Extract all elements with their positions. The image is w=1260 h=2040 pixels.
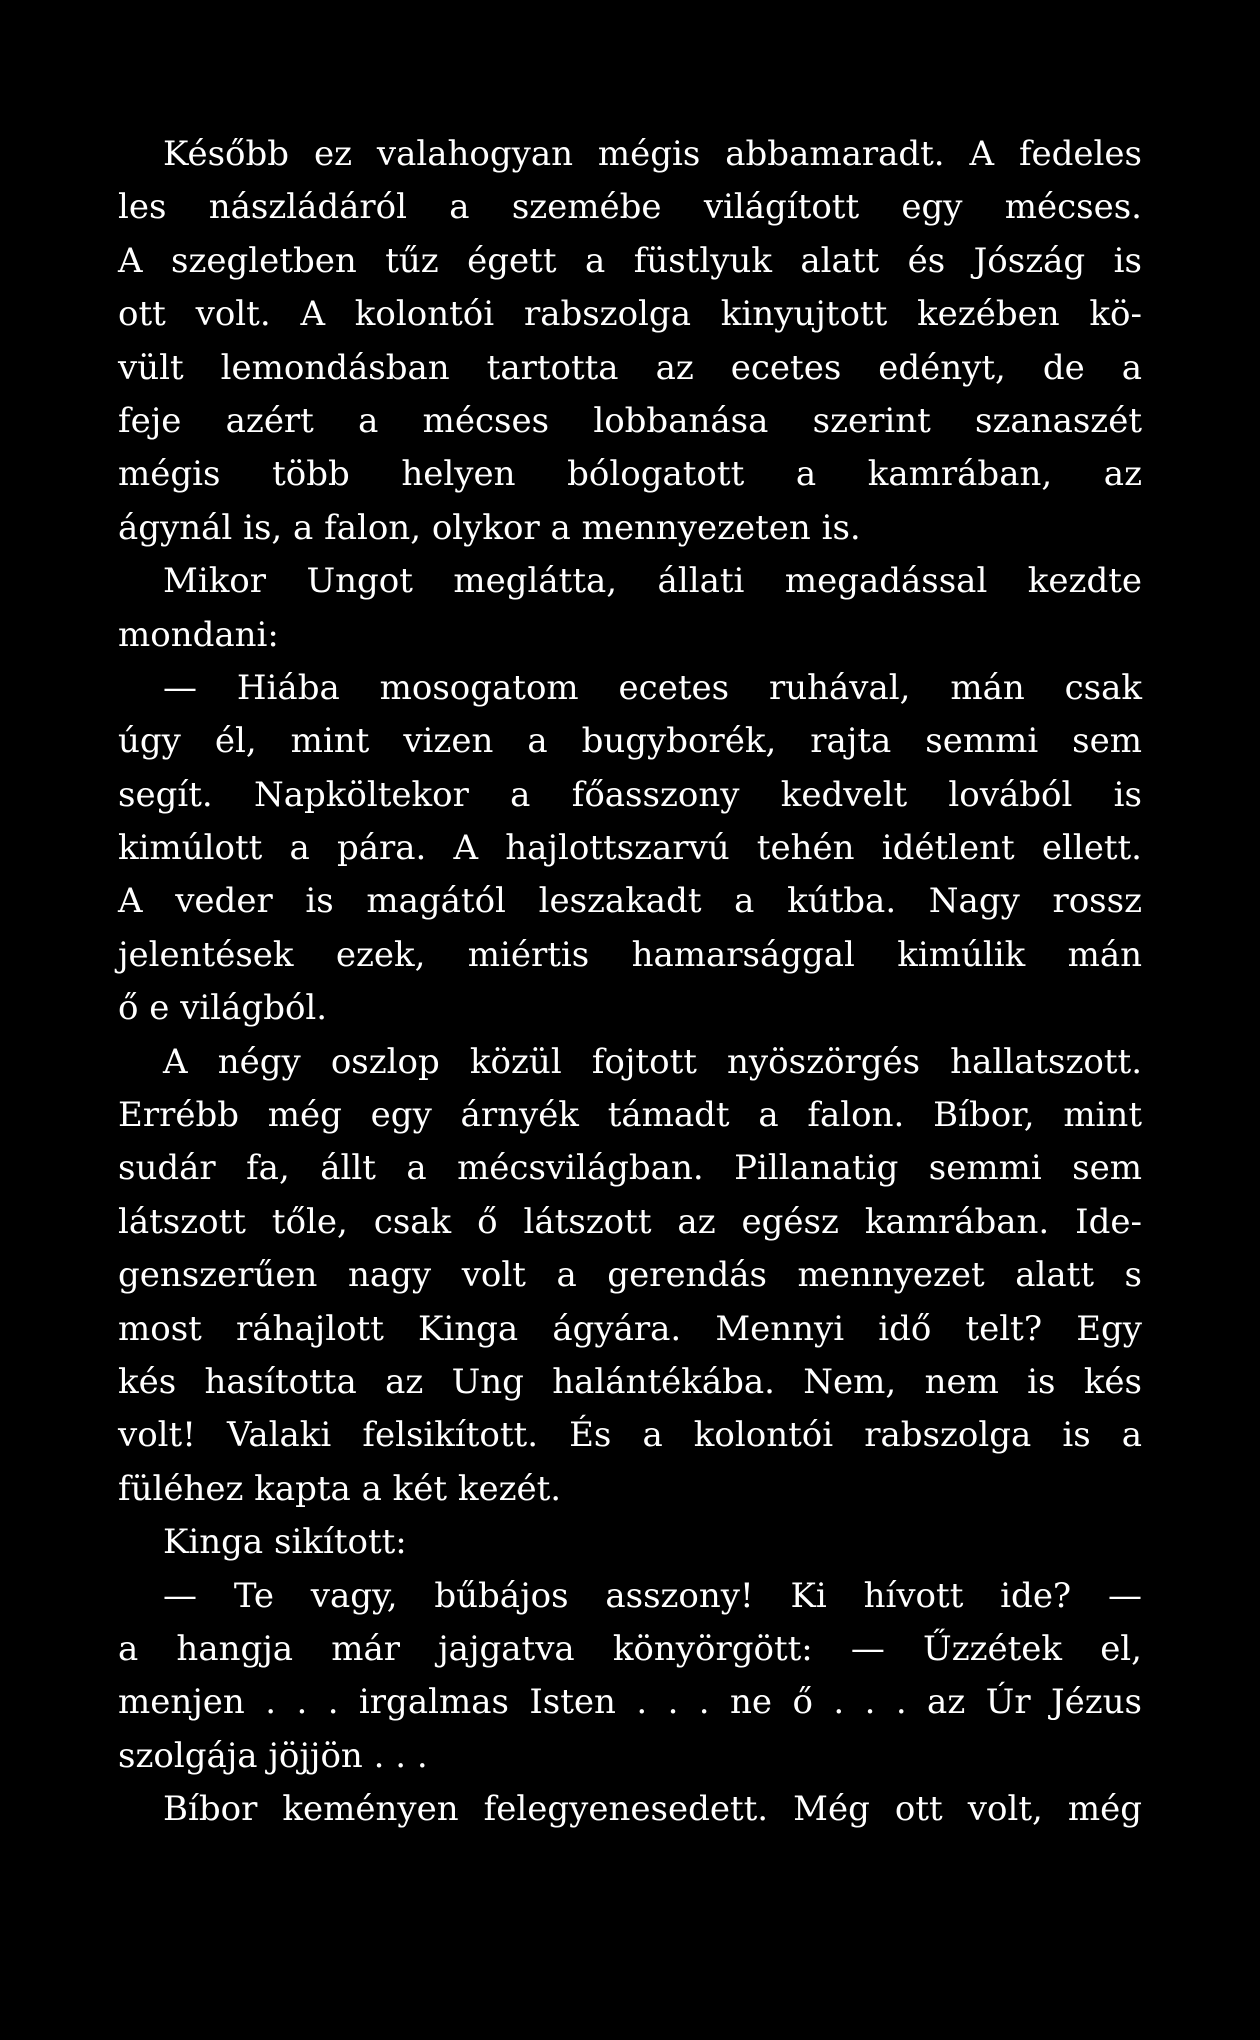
text-line: úgy él, mint vizen a bugyborék, rajta semmi sem: [118, 721, 1142, 762]
text-line: genszerűen nagy volt a gerendás mennyezet alatt s: [118, 1255, 1142, 1296]
text-line: füléhez kapta a két kezét.: [118, 1468, 562, 1509]
text-line: feje azért a mécses lobbanása szerint szanaszét: [118, 400, 1142, 441]
text-line: mondani:: [118, 614, 279, 655]
text-line: a hangja már jajgatva könyörgött: — Űzzétek el,: [118, 1628, 1142, 1669]
text-line: — Te vagy, bűbájos asszony! Ki hívott ide? —: [163, 1575, 1142, 1616]
text-line: A veder is magától leszakadt a kútba. Nagy rossz: [118, 881, 1142, 922]
text-line: — Hiába mosogatom ecetes ruhával, mán csak: [163, 667, 1142, 708]
body-text: [118, 128, 1142, 1837]
text-line: Kinga sikított:: [163, 1522, 407, 1563]
text-line: jelentések ezek, miértis hamarsággal kimúlik mán: [118, 934, 1142, 975]
text-line: vült lemondásban tartotta az ecetes edényt, de a: [118, 347, 1142, 388]
text-line: A négy oszlop közül fojtott nyöszörgés hallatszott.: [163, 1041, 1142, 1082]
text-line: les nászládáról a szemébe világított egy mécses.: [118, 187, 1142, 228]
text-line: segít. Napköltekor a főasszony kedvelt lovából is: [118, 774, 1142, 815]
text-line: kimúlott a pára. A hajlottszarvú tehén idétlent ellett.: [118, 828, 1142, 869]
text-line: mégis több helyen bólogatott a kamrában, az: [118, 454, 1142, 495]
text-line: látszott tőle, csak ő látszott az egész kamrában. Ide-: [118, 1201, 1142, 1242]
text-line: most ráhajlott Kinga ágyára. Mennyi idő telt? Egy: [118, 1308, 1142, 1349]
text-line: ott volt. A kolontói rabszolga kinyujtott kezében kö-: [118, 294, 1142, 335]
text-line: Errébb még egy árnyék támadt a falon. Bíbor, mint: [118, 1095, 1142, 1136]
text-line: ő e világból.: [118, 988, 328, 1029]
text-line: volt! Valaki felsikított. És a kolontói rabszolga is a: [118, 1415, 1142, 1456]
text-line: Mikor Ungot meglátta, állati megadással kezdte: [163, 561, 1142, 602]
text-line: szolgája jöjjön . . .: [118, 1735, 428, 1776]
text-line: A szegletben tűz égett a füstlyuk alatt és Jószág is: [118, 240, 1142, 281]
text-line: kés hasította az Ung halántékába. Nem, nem is kés: [118, 1361, 1142, 1402]
text-line: ágynál is, a falon, olykor a mennyezeten is.: [118, 507, 861, 548]
text-line: sudár fa, állt a mécsvilágban. Pillanatig semmi sem: [118, 1148, 1142, 1189]
text-line: Később ez valahogyan mégis abbamaradt. A fedeles: [163, 134, 1142, 174]
text-line: Bíbor keményen felegyenesedett. Még ott volt, még: [163, 1789, 1142, 1830]
text-line: menjen . . . irgalmas Isten . . . ne ő . . . az Úr Jézus: [118, 1682, 1142, 1723]
